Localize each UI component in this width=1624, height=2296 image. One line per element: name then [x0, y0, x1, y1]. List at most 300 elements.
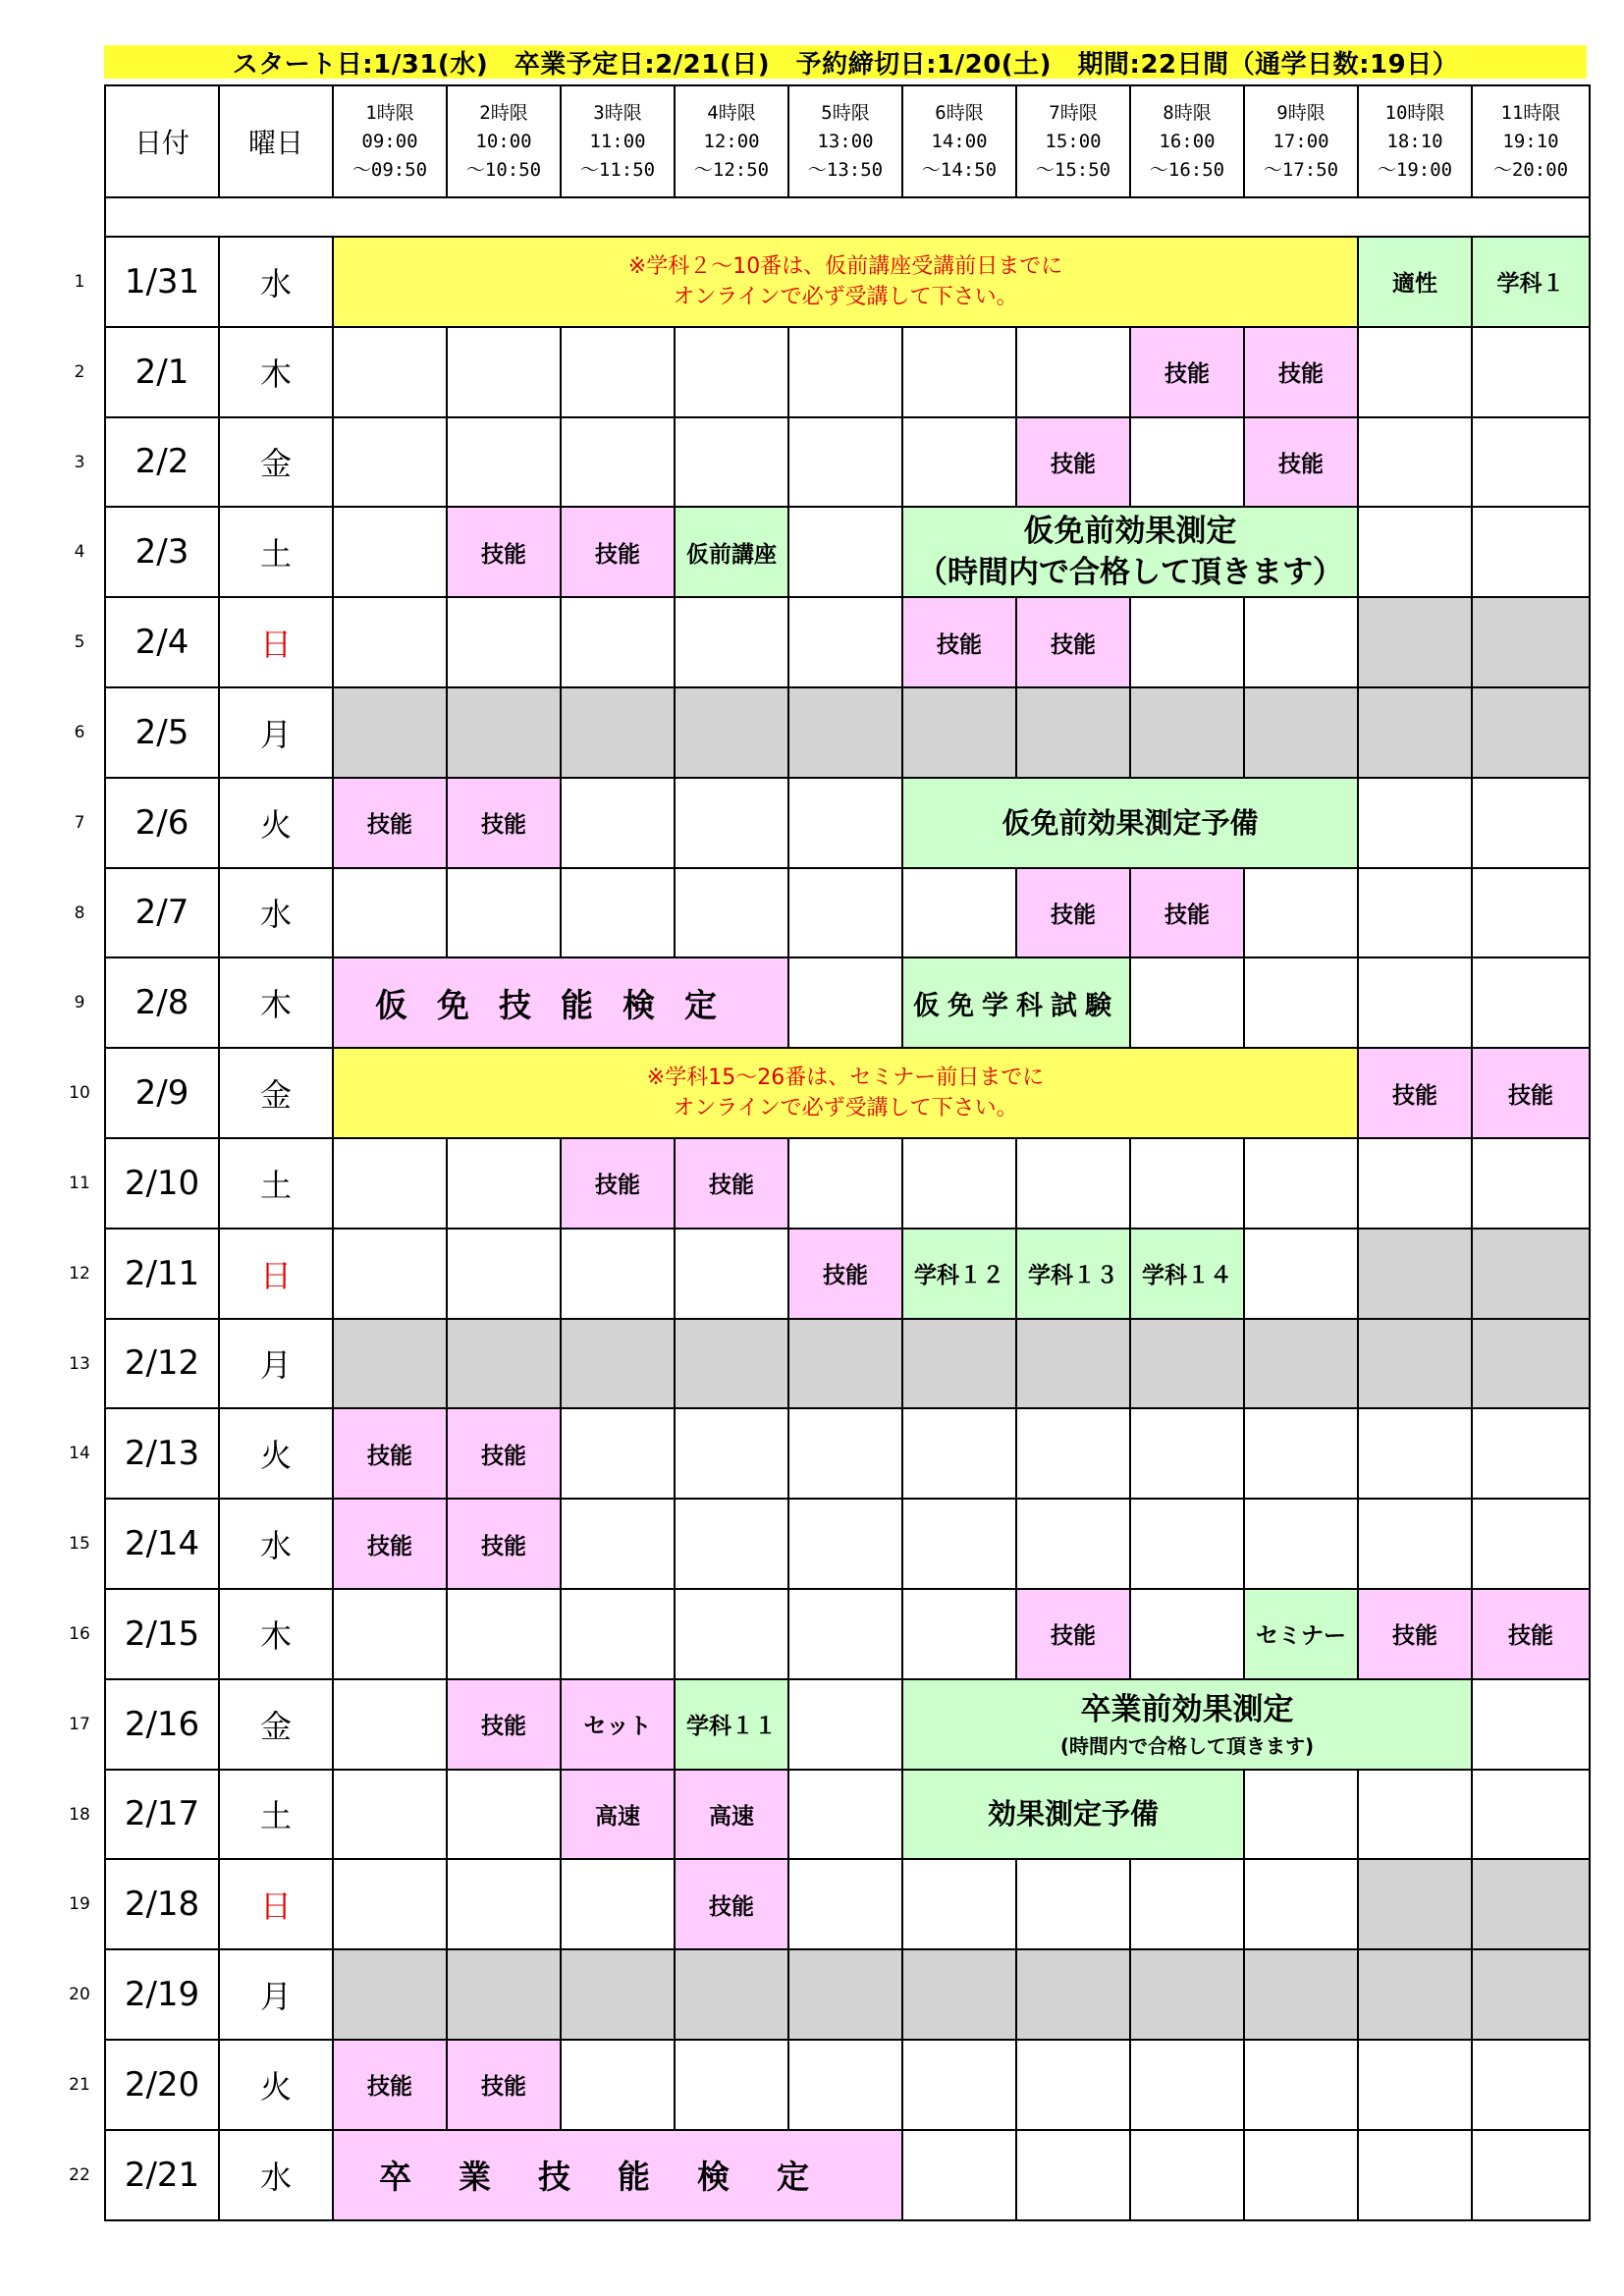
- empty-cell: [675, 868, 788, 958]
- effect-test-cell: [902, 507, 1358, 597]
- header-row: [105, 85, 1590, 197]
- closed-cell: [675, 1319, 788, 1409]
- empty-cell: [561, 1499, 675, 1589]
- empty-cell: [902, 417, 1016, 508]
- closed-cell: [788, 687, 902, 778]
- lesson-cell: 技能: [1130, 327, 1244, 417]
- empty-cell: [333, 868, 447, 958]
- schedule-row: [105, 1319, 1590, 1409]
- date-cell: 2/6: [105, 778, 219, 868]
- lesson-cell: 技能: [1016, 868, 1130, 958]
- empty-cell: [1130, 1859, 1244, 1949]
- empty-cell: [333, 1229, 447, 1319]
- period-name: 3時限: [593, 101, 642, 124]
- effect-test-line: 仮免前効果測定: [1023, 514, 1237, 550]
- empty-cell: [561, 1589, 675, 1679]
- closed-cell: [1016, 1319, 1130, 1409]
- empty-cell: [1016, 1499, 1130, 1589]
- period-name: 4時限: [707, 101, 756, 124]
- period-start: 17:00: [1272, 130, 1329, 152]
- row-number: 10: [69, 1083, 90, 1104]
- closed-cell: [1472, 1859, 1590, 1949]
- empty-cell: [788, 597, 902, 687]
- empty-cell: [1244, 1408, 1358, 1499]
- period-header-5: [788, 85, 902, 197]
- closed-cell: [1016, 687, 1130, 778]
- empty-cell: [333, 1589, 447, 1679]
- empty-cell: [1472, 1770, 1590, 1860]
- empty-cell: [447, 868, 561, 958]
- date-cell: 1/31: [105, 237, 219, 327]
- period-name: 7時限: [1049, 101, 1098, 124]
- period-header-10: [1358, 85, 1472, 197]
- date-cell: 2/12: [105, 1319, 219, 1409]
- empty-cell: [1130, 1408, 1244, 1499]
- empty-cell: [1358, 2130, 1472, 2220]
- weekday-cell: 金: [219, 1048, 333, 1138]
- empty-cell: [788, 1408, 902, 1499]
- weekday-cell: 木: [219, 957, 333, 1048]
- date-cell: 2/15: [105, 1589, 219, 1679]
- weekday-cell: 土: [219, 1138, 333, 1229]
- period-name: 1時限: [365, 101, 414, 124]
- period-name: 10時限: [1384, 101, 1445, 124]
- empty-cell: [333, 1138, 447, 1229]
- closed-cell: [1130, 1949, 1244, 2040]
- row-number: 4: [74, 542, 85, 563]
- weekday-cell: 水: [219, 1499, 333, 1589]
- closed-cell: [675, 687, 788, 778]
- lesson-cell: 技能: [561, 507, 675, 597]
- lesson-cell: 技能: [333, 778, 447, 868]
- empty-cell: [788, 417, 902, 508]
- empty-cell: [561, 417, 675, 508]
- date-cell: 2/2: [105, 417, 219, 508]
- weekday-cell: 日: [219, 1229, 333, 1319]
- period-header-6: [902, 85, 1016, 197]
- empty-cell: [561, 1408, 675, 1499]
- row-number: 16: [69, 1623, 90, 1644]
- empty-cell: [1472, 1679, 1590, 1770]
- closed-cell: [1130, 687, 1244, 778]
- schedule-row: [105, 687, 1590, 778]
- exam-cell: 卒業技能検定: [333, 2130, 902, 2220]
- column-header-date: 日付: [105, 85, 219, 197]
- empty-cell: [447, 1770, 561, 1860]
- date-cell: 2/4: [105, 597, 219, 687]
- reserve-test-cell: 仮免前効果測定予備: [902, 778, 1358, 868]
- empty-cell: [447, 1138, 561, 1229]
- empty-cell: [1358, 1770, 1472, 1860]
- period-header-9: [1244, 85, 1358, 197]
- period-name: 2時限: [479, 101, 528, 124]
- empty-cell: [447, 1859, 561, 1949]
- date-cell: 2/3: [105, 507, 219, 597]
- empty-cell: [1358, 778, 1472, 868]
- closed-cell: [447, 1319, 561, 1409]
- closed-cell: [1244, 1319, 1358, 1409]
- empty-cell: [1244, 1229, 1358, 1319]
- period-header-1: [333, 85, 447, 197]
- lesson-cell: 技能: [1358, 1589, 1472, 1679]
- lesson-cell: 学科１２: [902, 1229, 1016, 1319]
- empty-cell: [1244, 597, 1358, 687]
- closed-cell: [561, 687, 675, 778]
- empty-cell: [447, 417, 561, 508]
- period-end: ～11:50: [579, 158, 656, 181]
- weekday-cell: 火: [219, 1408, 333, 1499]
- empty-cell: [675, 1229, 788, 1319]
- period-start: 10:00: [475, 130, 532, 152]
- date-cell: 2/19: [105, 1949, 219, 2040]
- row-number: 1: [74, 271, 85, 292]
- closed-cell: [1130, 1319, 1244, 1409]
- empty-cell: [1472, 417, 1590, 508]
- closed-cell: [447, 1949, 561, 2040]
- lesson-cell: 技能: [447, 1679, 561, 1770]
- empty-cell: [1130, 1589, 1244, 1679]
- period-header-2: [447, 85, 561, 197]
- empty-cell: [333, 417, 447, 508]
- period-name: 11時限: [1500, 101, 1561, 124]
- empty-cell: [1016, 2130, 1130, 2220]
- closed-cell: [1016, 1949, 1130, 2040]
- notice-cell: [333, 237, 1358, 327]
- empty-cell: [1358, 1138, 1472, 1229]
- period-header-11: [1472, 85, 1590, 197]
- empty-cell: [333, 327, 447, 417]
- closed-cell: [1358, 597, 1472, 687]
- period-end: ～20:00: [1492, 158, 1569, 181]
- empty-cell: [447, 597, 561, 687]
- closed-cell: [561, 1319, 675, 1409]
- notice-line: ※学科２～10番は、仮前講座受講前日までに: [627, 253, 1063, 279]
- date-cell: 2/7: [105, 868, 219, 958]
- lesson-cell: 学科１: [1472, 237, 1590, 327]
- closed-cell: [1358, 1319, 1472, 1409]
- lesson-cell: 技能: [902, 597, 1016, 687]
- empty-cell: [1472, 778, 1590, 868]
- empty-cell: [1472, 957, 1590, 1048]
- period-start: 11:00: [589, 130, 646, 152]
- weekday-cell: 日: [219, 597, 333, 687]
- weekday-cell: 日: [219, 1859, 333, 1949]
- row-number: 11: [69, 1173, 90, 1193]
- empty-cell: [1358, 2040, 1472, 2130]
- period-end: ～14:50: [921, 158, 998, 181]
- empty-cell: [788, 1138, 902, 1229]
- schedule-row: [105, 1138, 1590, 1229]
- empty-cell: [788, 1679, 902, 1770]
- empty-cell: [1358, 327, 1472, 417]
- empty-cell: [333, 1770, 447, 1860]
- lesson-cell: 技能: [1130, 868, 1244, 958]
- empty-cell: [675, 1408, 788, 1499]
- closed-cell: [675, 1949, 788, 2040]
- notice-cell: [333, 1048, 1358, 1138]
- weekday-cell: 火: [219, 778, 333, 868]
- empty-cell: [675, 1499, 788, 1589]
- lesson-cell: 技能: [447, 507, 561, 597]
- empty-cell: [902, 2040, 1016, 2130]
- lesson-cell: 技能: [561, 1138, 675, 1229]
- lesson-cell: 技能: [1358, 1048, 1472, 1138]
- empty-cell: [902, 1859, 1016, 1949]
- empty-cell: [788, 1770, 902, 1860]
- empty-cell: [561, 778, 675, 868]
- lesson-cell: 技能: [333, 2040, 447, 2130]
- empty-cell: [902, 1408, 1016, 1499]
- empty-cell: [1244, 1499, 1358, 1589]
- lesson-cell: 学科１１: [675, 1679, 788, 1770]
- empty-cell: [1358, 417, 1472, 508]
- empty-cell: [788, 957, 902, 1048]
- row-number: 5: [74, 632, 85, 653]
- empty-cell: [1130, 957, 1244, 1048]
- closed-cell: [447, 687, 561, 778]
- lesson-cell: 高速: [675, 1770, 788, 1860]
- empty-cell: [902, 1499, 1016, 1589]
- row-number: 22: [69, 2164, 90, 2185]
- lesson-cell: 学科１４: [1130, 1229, 1244, 1319]
- empty-cell: [333, 507, 447, 597]
- weekday-cell: 金: [219, 417, 333, 508]
- weekday-cell: 火: [219, 2040, 333, 2130]
- schedule-table: [104, 84, 1591, 2221]
- row-number: 15: [69, 1534, 90, 1555]
- empty-cell: [675, 1589, 788, 1679]
- lesson-cell: 技能: [1244, 327, 1358, 417]
- closed-cell: [561, 1949, 675, 2040]
- row-number: 2: [74, 361, 85, 382]
- lesson-cell: 技能: [675, 1859, 788, 1949]
- schedule-row: [105, 778, 1590, 868]
- schedule-row: [105, 1770, 1590, 1860]
- schedule-summary-banner: スタート日:1/31(水) 卒業予定日:2/21(日) 予約締切日:1/20(土) 期間:22日間（通学日数:19日）: [104, 45, 1587, 79]
- row-number: 21: [69, 2074, 90, 2095]
- empty-cell: [1130, 1138, 1244, 1229]
- period-start: 14:00: [931, 130, 988, 152]
- empty-cell: [1472, 327, 1590, 417]
- closed-cell: [333, 687, 447, 778]
- date-cell: 2/11: [105, 1229, 219, 1319]
- empty-cell: [561, 868, 675, 958]
- empty-cell: [788, 1859, 902, 1949]
- weekday-cell: 月: [219, 1949, 333, 2040]
- empty-cell: [788, 507, 902, 597]
- empty-cell: [1244, 2130, 1358, 2220]
- schedule-row: [105, 1679, 1590, 1770]
- period-header-7: [1016, 85, 1130, 197]
- schedule-row: [105, 1499, 1590, 1589]
- notice-line: オンラインで必ず受講して下さい。: [673, 284, 1018, 309]
- empty-cell: [1130, 597, 1244, 687]
- weekday-cell: 木: [219, 1589, 333, 1679]
- closed-cell: [788, 1319, 902, 1409]
- weekday-cell: 金: [219, 1679, 333, 1770]
- period-name: 8時限: [1163, 101, 1212, 124]
- date-cell: 2/8: [105, 957, 219, 1048]
- lesson-cell: 適性: [1358, 237, 1472, 327]
- period-name: 5時限: [821, 101, 870, 124]
- row-number: 8: [74, 902, 85, 923]
- closed-cell: [1472, 1319, 1590, 1409]
- lesson-cell: 技能: [1016, 597, 1130, 687]
- empty-cell: [561, 1859, 675, 1949]
- empty-cell: [1244, 2040, 1358, 2130]
- empty-cell: [1472, 2040, 1590, 2130]
- weekday-cell: 木: [219, 327, 333, 417]
- date-cell: 2/16: [105, 1679, 219, 1770]
- period-end: ～13:50: [807, 158, 884, 181]
- period-start: 19:10: [1502, 130, 1559, 152]
- row-number: 9: [74, 993, 85, 1013]
- lesson-cell: 仮前講座: [675, 507, 788, 597]
- empty-cell: [333, 597, 447, 687]
- empty-cell: [561, 597, 675, 687]
- empty-cell: [1358, 957, 1472, 1048]
- empty-cell: [1472, 1408, 1590, 1499]
- lesson-cell: 技能: [1016, 417, 1130, 508]
- lesson-cell: セミナー: [1244, 1589, 1358, 1679]
- empty-cell: [675, 417, 788, 508]
- empty-cell: [333, 1859, 447, 1949]
- empty-cell: [561, 327, 675, 417]
- lesson-cell: 技能: [1472, 1048, 1590, 1138]
- empty-cell: [788, 1589, 902, 1679]
- empty-cell: [1358, 868, 1472, 958]
- closed-cell: [902, 1949, 1016, 2040]
- empty-cell: [1358, 1408, 1472, 1499]
- row-number: 13: [69, 1353, 90, 1374]
- period-end: ～19:00: [1377, 158, 1453, 181]
- row-number: 17: [69, 1714, 90, 1734]
- weekday-cell: 月: [219, 1319, 333, 1409]
- row-number: 6: [74, 722, 85, 742]
- weekday-cell: 水: [219, 237, 333, 327]
- empty-cell: [447, 327, 561, 417]
- period-name: 9時限: [1276, 101, 1326, 124]
- empty-cell: [447, 1229, 561, 1319]
- empty-cell: [447, 1589, 561, 1679]
- closed-cell: [902, 1319, 1016, 1409]
- date-cell: 2/21: [105, 2130, 219, 2220]
- schedule-row: [105, 327, 1590, 417]
- empty-cell: [902, 1138, 1016, 1229]
- empty-cell: [1472, 1499, 1590, 1589]
- closed-cell: [1472, 687, 1590, 778]
- period-end: ～12:50: [693, 158, 770, 181]
- schedule-row: [105, 2130, 1590, 2220]
- period-end: ～15:50: [1035, 158, 1111, 181]
- period-start: 15:00: [1045, 130, 1102, 152]
- empty-cell: [675, 778, 788, 868]
- row-number: 7: [74, 812, 85, 833]
- period-end: ～16:50: [1149, 158, 1225, 181]
- lesson-cell: 技能: [447, 1408, 561, 1499]
- schedule-row: [105, 1048, 1590, 1138]
- schedule-row: [105, 957, 1590, 1048]
- column-header-dow: 曜日: [219, 85, 333, 197]
- empty-cell: [1358, 1499, 1472, 1589]
- period-start: 13:00: [817, 130, 874, 152]
- empty-cell: [1358, 507, 1472, 597]
- period-start: 12:00: [703, 130, 760, 152]
- empty-cell: [1472, 1138, 1590, 1229]
- closed-cell: [1244, 1949, 1358, 2040]
- schedule-row: [105, 237, 1590, 327]
- empty-cell: [1472, 507, 1590, 597]
- empty-cell: [1244, 957, 1358, 1048]
- weekday-cell: 水: [219, 868, 333, 958]
- lesson-cell: セット: [561, 1679, 675, 1770]
- date-cell: 2/17: [105, 1770, 219, 1860]
- schedule-row: [105, 1589, 1590, 1679]
- effect-test-line: 卒業前効果測定: [1080, 1692, 1294, 1728]
- empty-cell: [1244, 1859, 1358, 1949]
- empty-cell: [1244, 1138, 1358, 1229]
- exam-cell: 仮免技能検定: [333, 957, 788, 1048]
- empty-cell: [788, 778, 902, 868]
- empty-cell: [788, 327, 902, 417]
- spacer-row: [105, 197, 1590, 237]
- period-header-3: [561, 85, 675, 197]
- period-header-8: [1130, 85, 1244, 197]
- row-number: 12: [69, 1263, 90, 1284]
- date-cell: 2/20: [105, 2040, 219, 2130]
- period-start: 09:00: [361, 130, 418, 152]
- row-number: 14: [69, 1444, 90, 1464]
- schedule-row: [105, 1229, 1590, 1319]
- notice-line: オンラインで必ず受講して下さい。: [673, 1096, 1018, 1121]
- weekday-cell: 土: [219, 1770, 333, 1860]
- date-cell: 2/18: [105, 1859, 219, 1949]
- closed-cell: [1472, 597, 1590, 687]
- empty-cell: [1244, 1770, 1358, 1860]
- empty-cell: [902, 1589, 1016, 1679]
- empty-cell: [675, 327, 788, 417]
- closed-cell: [1472, 1949, 1590, 2040]
- closed-cell: [788, 1949, 902, 2040]
- closed-cell: [333, 1319, 447, 1409]
- empty-cell: [1130, 417, 1244, 508]
- date-cell: 2/14: [105, 1499, 219, 1589]
- date-cell: 2/5: [105, 687, 219, 778]
- empty-cell: [1130, 2040, 1244, 2130]
- reserve-test-cell: 効果測定予備: [902, 1770, 1244, 1860]
- empty-cell: [902, 868, 1016, 958]
- effect-test-line: （時間内で合格して頂きます）: [917, 555, 1343, 591]
- row-number: 19: [69, 1894, 90, 1915]
- period-end: ～10:50: [465, 158, 542, 181]
- empty-cell: [1016, 1138, 1130, 1229]
- schedule-row: [105, 507, 1590, 597]
- empty-cell: [561, 2040, 675, 2130]
- lesson-cell: 技能: [447, 778, 561, 868]
- exam-cell: 仮免学科試験: [902, 957, 1130, 1048]
- date-cell: 2/1: [105, 327, 219, 417]
- lesson-cell: 技能: [788, 1229, 902, 1319]
- schedule-row: [105, 1949, 1590, 2040]
- empty-cell: [1244, 868, 1358, 958]
- lesson-cell: 技能: [1016, 1589, 1130, 1679]
- period-start: 18:10: [1386, 130, 1443, 152]
- row-number: 18: [69, 1804, 90, 1825]
- empty-cell: [333, 1679, 447, 1770]
- empty-cell: [1016, 2040, 1130, 2130]
- period-end: ～17:50: [1263, 158, 1339, 181]
- lesson-cell: 高速: [561, 1770, 675, 1860]
